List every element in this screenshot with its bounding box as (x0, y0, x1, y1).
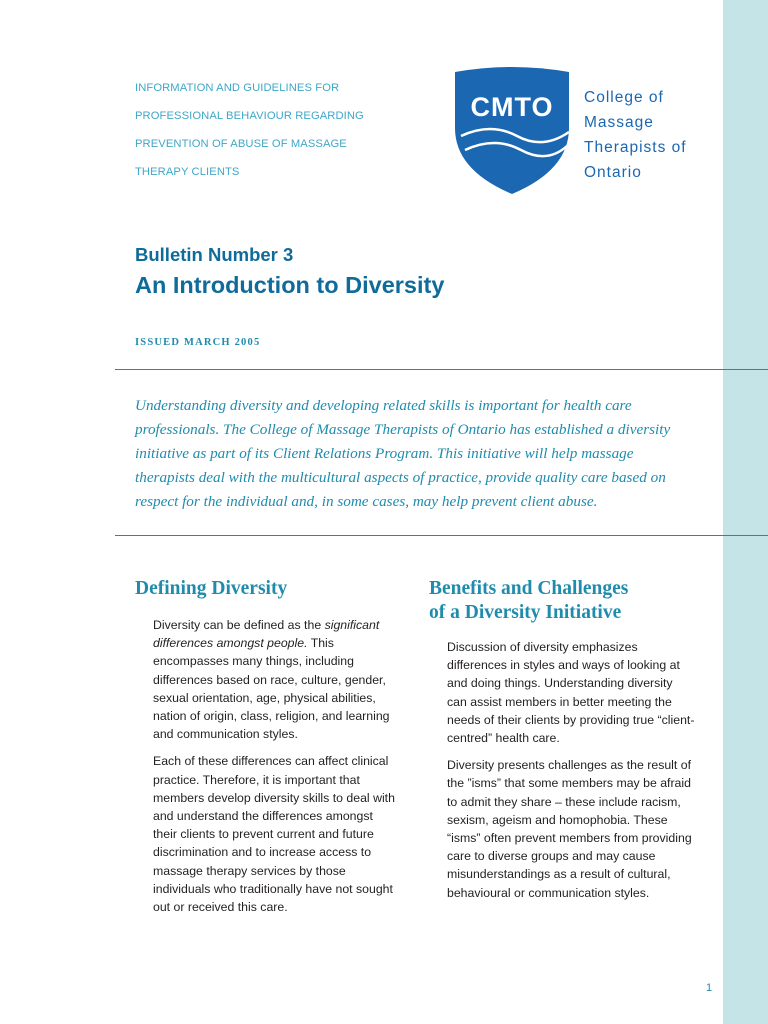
emphasis-text: significant differences amongst people. (153, 618, 380, 651)
header-line: THERAPY CLIENTS (135, 166, 240, 178)
header-line: PROFESSIONAL BEHAVIOUR REGARDING (135, 110, 364, 122)
college-line: Ontario (584, 164, 642, 181)
issue-date: ISSUED MARCH 2005 (135, 337, 261, 348)
right-paragraph-2: Diversity presents challenges as the result of the ”isms” that some members may be afraid to admit they share – these include racism, sexism, ageism and homophobia. These “isms” often prevent members from providing care to diverse groups and may cause misunderstandings as a result of cultural, behavioural or communication styles. (447, 758, 692, 900)
page-title: An Introduction to Diversity (135, 272, 445, 298)
left-paragraph-2: Each of these differences can affect clinical practice. Therefore, it is important that members develop diversity skills to deal with and understand the differences amongst their clients to prevent current and future discrimination and to increase access to massage therapy services by those individuals who traditionally have not sought out or received this care. (153, 754, 395, 915)
divider-top (115, 369, 768, 370)
left-column-body (153, 616, 398, 925)
college-line: Massage (584, 114, 654, 131)
right-column-heading (429, 577, 628, 625)
bulletin-number: Bulletin Number 3 (135, 244, 294, 265)
left-column-heading: Defining Diversity (135, 578, 288, 599)
left-paragraph-1: Diversity can be defined as the significant differences amongst people. This encompasses many things, including differences based on race, culture, gender, sexual orientation, age, physical abilities, nation of origin, class, religion, and learning and communication styles. (153, 618, 390, 742)
right-paragraph-1: Discussion of diversity emphasizes differences in styles and ways of looking at and doing things. Understanding diversity can assist members in better meeting the needs of their clients by providing true “client-centred” health care. (447, 640, 695, 746)
header-line: INFORMATION AND GUIDELINES FOR (135, 82, 340, 94)
college-name (584, 85, 724, 185)
document-category-header (135, 82, 415, 194)
heading-line: Benefits and Challenges (429, 578, 629, 599)
header-line: PREVENTION OF ABUSE OF MASSAGE (135, 138, 347, 150)
right-column-body (447, 638, 695, 911)
cmto-shield-logo (451, 66, 573, 196)
college-line: Therapists of (584, 139, 687, 156)
divider-bottom (115, 535, 768, 536)
college-line: College of (584, 89, 664, 106)
heading-line: of a Diversity Initiative (429, 602, 622, 623)
page-number: 1 (706, 982, 713, 994)
intro-paragraph: Understanding diversity and developing related skills is important for health care professionals. The College of Massage Therapists of Ontario has established a diversity initiative as part of its Client Relations Program. This initiative will help massage therapists deal with the multicultural aspects of practice, provide quality care based on respect for the individual and, in some cases, may help prevent client abuse. (135, 397, 671, 510)
side-color-band (723, 0, 768, 1024)
logo-wordmark: CMTO (470, 92, 554, 122)
